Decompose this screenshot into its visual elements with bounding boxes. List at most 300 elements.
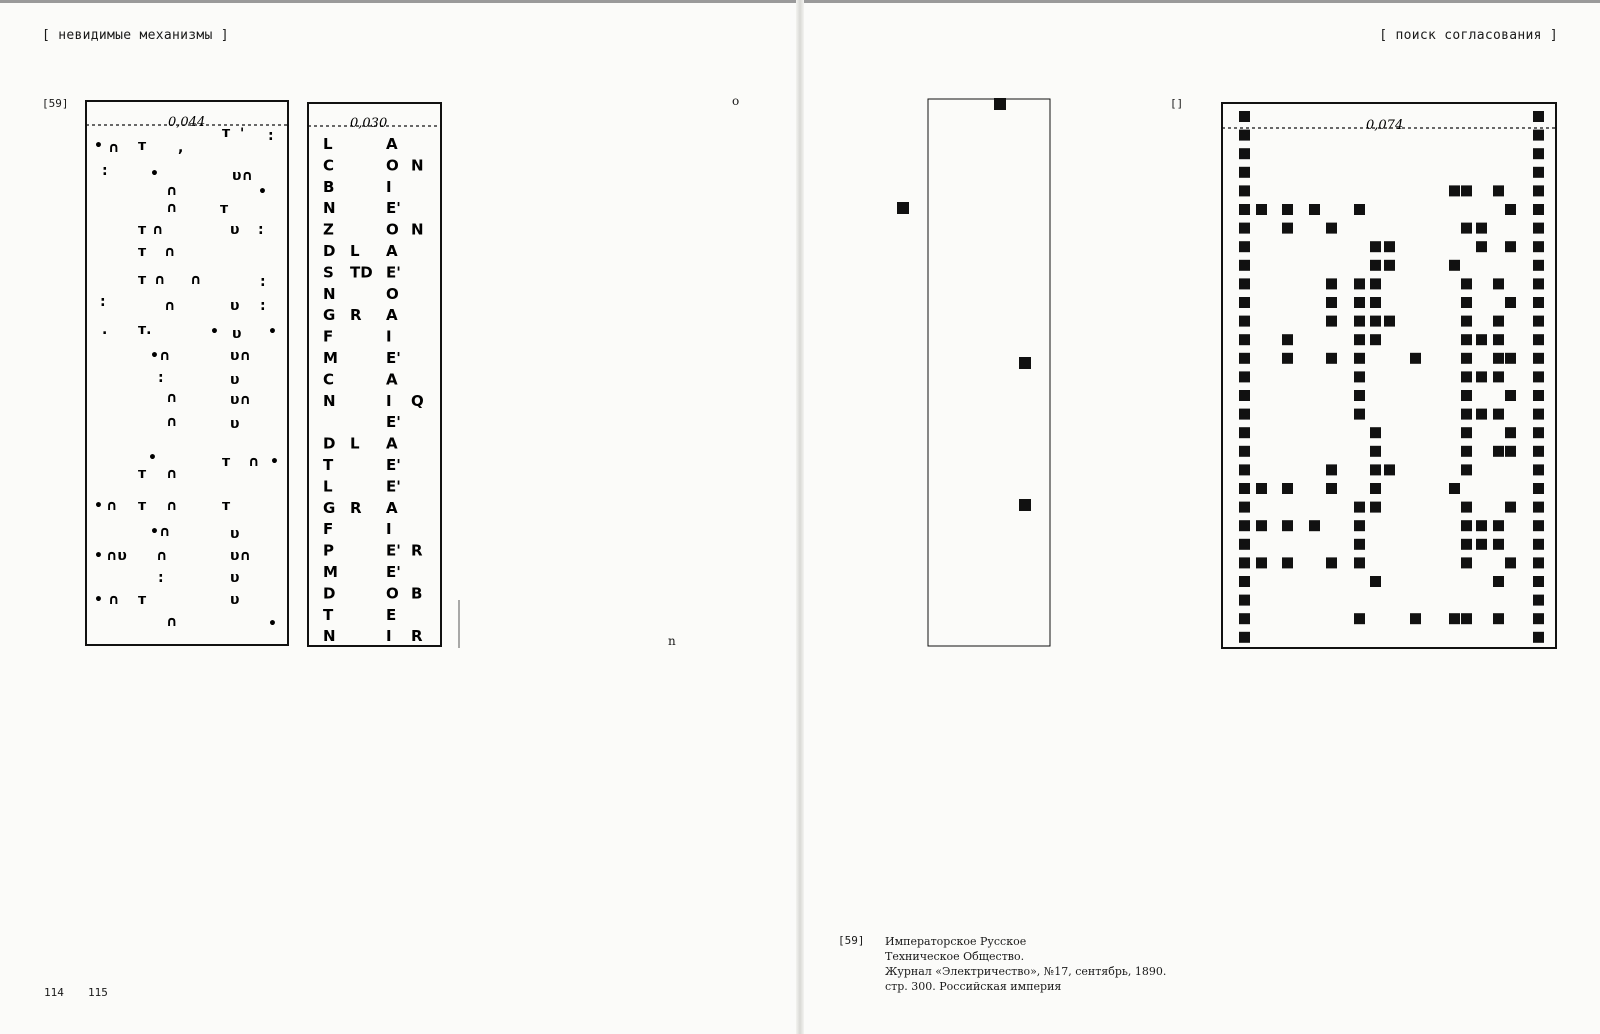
tape-1-mark: т. xyxy=(138,322,152,338)
tape-3-hole xyxy=(1384,316,1395,327)
tape-3-hole xyxy=(1493,409,1504,420)
tape-3-hole xyxy=(1533,576,1544,587)
tape-3-hole xyxy=(1239,204,1250,215)
tape-3-hole xyxy=(1370,502,1381,513)
tape-3-hole xyxy=(1533,613,1544,624)
tape-3-hole xyxy=(1533,427,1544,438)
tape-1-mark: • xyxy=(94,138,103,154)
stray-letter-o: o xyxy=(732,94,740,108)
tape-3-hole xyxy=(1370,446,1381,457)
tape-3-hole xyxy=(1533,557,1544,568)
tape-2-glyph: P xyxy=(323,541,334,560)
tape-3-hole xyxy=(1309,520,1320,531)
tape-3-hole xyxy=(1533,595,1544,606)
tape-2-glyph: M xyxy=(323,349,338,367)
tape-3-hole xyxy=(1370,464,1381,475)
tape-3-hole xyxy=(1354,613,1365,624)
tape-3-hole xyxy=(1239,130,1250,141)
tape-3-hole xyxy=(1256,557,1267,568)
tape-1-mark: ∩ xyxy=(108,592,120,608)
tape-2-glyph: T xyxy=(323,456,334,474)
tape-3-hole xyxy=(1239,167,1250,178)
tape-1-mark: υ xyxy=(230,222,240,238)
tape-3-hole xyxy=(1256,204,1267,215)
tape-1-mark: : xyxy=(260,274,266,290)
tape-3-hole xyxy=(1410,613,1421,624)
tape-1-mark: • xyxy=(94,548,103,564)
tape-3-hole xyxy=(1449,260,1460,271)
tape-3-hole xyxy=(1239,353,1250,364)
tape-3-hole xyxy=(1505,204,1516,215)
tape-2-glyph: Q xyxy=(411,391,424,410)
tape-3-hole xyxy=(1282,557,1293,568)
tape-3-hole xyxy=(1505,446,1516,457)
tape-3-hole xyxy=(1354,502,1365,513)
tape-3-hole xyxy=(1384,260,1395,271)
tape-3-hole xyxy=(1461,316,1472,327)
tape-1-mark: ∩ xyxy=(164,244,176,260)
tape-3-hole xyxy=(1461,353,1472,364)
tape-1-mark: т xyxy=(222,498,231,514)
tape-3-hole xyxy=(1239,260,1250,271)
tape-3-hole xyxy=(1239,613,1250,624)
tape-3-hole xyxy=(1282,204,1293,215)
tape-3-hole xyxy=(1239,371,1250,382)
tape-1-mark: : xyxy=(100,294,106,310)
tape-2-glyph: G xyxy=(323,306,336,325)
tape-3-hole xyxy=(1239,502,1250,513)
tape-3-hole xyxy=(1493,316,1504,327)
tape-3-hole xyxy=(1505,502,1516,513)
tape-2-glyph: B xyxy=(323,177,335,196)
tape-3-hole xyxy=(1239,576,1250,587)
tape-3-hole xyxy=(1461,427,1472,438)
tape-1-marks xyxy=(94,125,279,632)
tape-3-hole xyxy=(1239,483,1250,494)
tape-middle-hole xyxy=(994,98,1006,110)
caption-line-1: Императорское Русское xyxy=(885,935,1027,948)
tape-3-hole xyxy=(1533,446,1544,457)
tape-3-hole xyxy=(1326,353,1337,364)
tape-2-glyph: TD xyxy=(350,263,373,282)
caption-line-4: стр. 300. Российская империя xyxy=(885,980,1062,993)
tape-3-hole xyxy=(1533,520,1544,531)
tape-2-glyph: T xyxy=(323,605,334,624)
tape-3-hole xyxy=(1533,185,1544,196)
tape-2-glyph: N xyxy=(411,220,424,239)
tape-3-hole xyxy=(1476,334,1487,345)
tape-3-hole xyxy=(1505,427,1516,438)
tape-2-glyph: A xyxy=(386,135,398,153)
tape-3-hole xyxy=(1493,446,1504,457)
tape-3-hole xyxy=(1493,334,1504,345)
tape-1-mark: • xyxy=(268,616,277,632)
tape-3-hole xyxy=(1461,223,1472,234)
tape-2-glyph: I xyxy=(386,391,392,410)
tape-1-mark: • xyxy=(94,498,103,514)
tape-3-hole xyxy=(1239,297,1250,308)
tape-3-hole xyxy=(1410,353,1421,364)
tape-3-hole xyxy=(1354,557,1365,568)
tape-2-glyph: O xyxy=(386,156,399,175)
tape-2-glyph: L xyxy=(350,434,360,453)
tape-3-hole xyxy=(1239,632,1250,643)
tape-3-hole xyxy=(1505,241,1516,252)
tape-2-glyph: O xyxy=(386,284,399,303)
tape-1-mark: ∩ xyxy=(190,272,202,288)
tape-3-hole xyxy=(1282,483,1293,494)
tape-3-hole xyxy=(1449,483,1460,494)
tape-3-hole xyxy=(1370,334,1381,345)
tape-3-hole xyxy=(1533,167,1544,178)
left-running-header: [ невидимые механизмы ] xyxy=(42,28,229,43)
tape-1-mark: υ xyxy=(230,416,240,432)
tape-3-hole xyxy=(1239,595,1250,606)
tape-2-glyph: L xyxy=(323,477,333,496)
tape-1-mark: υ∩ xyxy=(230,392,251,408)
tape-3-hole xyxy=(1239,539,1250,550)
tape-1-mark: • xyxy=(210,324,219,340)
tape-2-glyph: E' xyxy=(386,199,401,218)
tape-1-mark: т xyxy=(138,498,147,514)
tape-3-hole xyxy=(1461,539,1472,550)
tape-3-hole xyxy=(1505,557,1516,568)
tape-2-glyph: E' xyxy=(386,263,401,282)
tape-3-hole xyxy=(1505,390,1516,401)
tape-3-hole xyxy=(1354,353,1365,364)
tape-3-hole xyxy=(1493,353,1504,364)
tape-1-mark: : xyxy=(102,163,108,179)
tape-3-hole xyxy=(1533,260,1544,271)
tape-2-glyph: R xyxy=(350,498,362,517)
tape-1-mark: . xyxy=(102,322,108,338)
tape-3-hole xyxy=(1326,483,1337,494)
tape-3-hole xyxy=(1370,260,1381,271)
tape-1-mark: : xyxy=(158,570,164,586)
tape-3-hole xyxy=(1505,353,1516,364)
tape-3-hole xyxy=(1370,297,1381,308)
tape-3-hole xyxy=(1533,223,1544,234)
tape-1-mark: • xyxy=(270,454,279,470)
tape-2-glyph: R xyxy=(411,627,423,646)
tape-3-hole xyxy=(1384,464,1395,475)
tape-2-glyph: D xyxy=(323,584,336,603)
tape-1-mark: т xyxy=(222,125,231,141)
tape-1-label: 0,044 xyxy=(168,115,206,130)
tape-3-hole xyxy=(1326,278,1337,289)
tape-2-glyph: L xyxy=(323,135,333,153)
tape-2-glyph: R xyxy=(411,541,423,560)
tape-2-glyph: N xyxy=(323,284,336,303)
tape-3-hole xyxy=(1256,483,1267,494)
tape-3-hole xyxy=(1354,409,1365,420)
tape-1-mark: ∩ xyxy=(106,498,118,514)
tape-2-label: 0,030 xyxy=(350,116,388,131)
tape-3-hole xyxy=(1384,241,1395,252)
tape-2-glyph: E xyxy=(386,605,397,624)
tape-3-hole xyxy=(1493,613,1504,624)
tape-3-hole xyxy=(1461,297,1472,308)
tape-3-hole xyxy=(1326,557,1337,568)
caption-ref: [59] xyxy=(838,934,865,947)
tape-2-glyph: E' xyxy=(386,413,401,432)
tape-3-hole xyxy=(1476,520,1487,531)
tape-2-glyph: C xyxy=(323,370,335,389)
tape-3-hole xyxy=(1282,353,1293,364)
tape-1-mark: ∩υ xyxy=(106,548,127,564)
tape-2-glyph: N xyxy=(323,199,336,218)
caption-line-2: Техническое Общество. xyxy=(885,950,1025,963)
tape-3-hole xyxy=(1449,613,1460,624)
tape-1-mark: т xyxy=(222,454,231,470)
tape-3 xyxy=(1222,103,1556,648)
tape-3-hole xyxy=(1256,520,1267,531)
tape-3-hole xyxy=(1354,334,1365,345)
tape-2-glyph: E' xyxy=(386,349,401,367)
tape-3-hole xyxy=(1354,204,1365,215)
tape-1-mark: ∩ xyxy=(156,548,168,564)
tape-2-glyph: A xyxy=(386,498,398,517)
tape-3-hole xyxy=(1282,223,1293,234)
tape-1-mark: : xyxy=(268,128,274,144)
tape-2-glyph: F xyxy=(323,520,334,539)
tape-1-mark: • xyxy=(268,324,277,340)
tape-3-hole xyxy=(1533,241,1544,252)
tape-3-hole xyxy=(1461,185,1472,196)
tape-3-hole xyxy=(1354,278,1365,289)
tape-1-mark: • xyxy=(150,166,159,182)
tape-3-hole xyxy=(1533,111,1544,122)
tape-1-mark: υ∩ xyxy=(230,548,251,564)
tape-3-hole xyxy=(1326,223,1337,234)
tape-3-hole xyxy=(1493,576,1504,587)
tape-3-hole xyxy=(1505,297,1516,308)
tape-middle xyxy=(897,98,1050,646)
tape-1-mark: т xyxy=(138,222,147,238)
tape-1-mark: ∩ xyxy=(166,414,178,430)
tape-2-glyph: B xyxy=(411,584,423,603)
tape-1-mark: ∩ xyxy=(164,298,176,314)
tape-2-glyph: A xyxy=(386,242,398,260)
tape-3-hole xyxy=(1476,241,1487,252)
tape-3-hole xyxy=(1533,409,1544,420)
tape-3-label: 0,074 xyxy=(1366,118,1404,133)
page-number-left: 114 xyxy=(44,986,64,999)
tape-1-mark: ∩ xyxy=(166,498,178,514)
tape-3-hole xyxy=(1449,185,1460,196)
tape-1-mark: т xyxy=(138,592,147,608)
tape-3-hole xyxy=(1461,464,1472,475)
tape-1-mark: υ xyxy=(230,570,240,586)
tape-1-mark: •∩ xyxy=(150,524,171,540)
tape-1-mark: ∩ xyxy=(108,140,120,156)
tape-3-hole xyxy=(1533,130,1544,141)
stray-letter-n: n xyxy=(668,634,676,648)
tape-3-hole xyxy=(1461,613,1472,624)
tape-3-hole xyxy=(1239,446,1250,457)
tape-2-glyph: I xyxy=(386,177,392,196)
tape-2-glyph: E' xyxy=(386,456,401,474)
tape-3-hole xyxy=(1533,632,1544,643)
tape-3-hole xyxy=(1533,539,1544,550)
tape-middle-frame xyxy=(928,99,1050,646)
tape-1-mark: • xyxy=(94,592,103,608)
tape-2-glyph: A xyxy=(386,306,398,325)
tape-1-mark: ∩ xyxy=(166,390,178,406)
tape-3-hole xyxy=(1461,278,1472,289)
tape-2-glyph: L xyxy=(350,242,360,260)
tape-middle-hole xyxy=(1019,357,1031,369)
tape-1-mark: υ∩ xyxy=(232,168,253,184)
tape-3-hole xyxy=(1493,185,1504,196)
caption-line-3: Журнал «Электричество», №17, сентябрь, 1890. xyxy=(885,965,1167,978)
tape-2-glyph: N xyxy=(323,627,336,646)
tape-3-hole xyxy=(1239,520,1250,531)
tape-2-glyph: R xyxy=(350,306,362,325)
tape-3-hole xyxy=(1239,464,1250,475)
tape-1-mark: ∩ xyxy=(166,466,178,482)
tape-2-glyph: O xyxy=(386,220,399,239)
tape-3-hole xyxy=(1326,297,1337,308)
tape-3-hole xyxy=(1533,316,1544,327)
tape-1-mark: : xyxy=(158,370,164,386)
tape-1-mark: т xyxy=(138,272,147,288)
tape-3-hole xyxy=(1239,557,1250,568)
tape-3-hole xyxy=(1370,576,1381,587)
tape-3-hole xyxy=(1239,223,1250,234)
tape-1-mark: υ∩ xyxy=(230,348,251,364)
tape-3-hole xyxy=(1326,316,1337,327)
right-running-header: [ поиск согласования ] xyxy=(1379,28,1558,43)
tape-3-hole xyxy=(1370,483,1381,494)
tape-1-mark: т xyxy=(138,138,147,154)
tape-3-dots xyxy=(1239,111,1544,643)
tape-3-hole xyxy=(1476,409,1487,420)
tape-2-glyph: E' xyxy=(386,477,401,496)
tape-3-hole xyxy=(1354,297,1365,308)
tape-1-mark: υ xyxy=(232,326,242,342)
tape-3-hole xyxy=(1533,148,1544,159)
tape-1-mark: , xyxy=(178,140,184,156)
tape-3-hole xyxy=(1309,204,1320,215)
tape-2-glyph: Z xyxy=(323,220,334,239)
tape-3-hole xyxy=(1239,278,1250,289)
tape-2-glyph: M xyxy=(323,563,338,581)
tape-3-hole xyxy=(1370,427,1381,438)
tape-3-hole xyxy=(1282,334,1293,345)
tape-2-glyph: A xyxy=(386,370,398,389)
tape-2-glyph: D xyxy=(323,434,336,453)
tape-3-hole xyxy=(1354,539,1365,550)
tape-3-hole xyxy=(1239,316,1250,327)
tape-1-mark: υ xyxy=(230,592,240,608)
tape-1-mark: ∩ xyxy=(248,454,260,470)
tape-3-hole xyxy=(1476,539,1487,550)
page-number-right: 115 xyxy=(88,986,108,999)
tape-3-hole xyxy=(1533,502,1544,513)
tape-3-hole xyxy=(1476,371,1487,382)
tape-3-hole xyxy=(1239,241,1250,252)
tape-1-mark: υ xyxy=(230,298,240,314)
tape-2-glyph: S xyxy=(323,263,334,282)
tape-3-hole xyxy=(1370,316,1381,327)
tape-2-glyph: N xyxy=(323,391,336,410)
tape-3-hole xyxy=(1461,502,1472,513)
tape-1-mark: ∩ xyxy=(166,614,178,630)
tape-1-mark: т xyxy=(220,201,229,217)
tape-3-hole xyxy=(1354,520,1365,531)
tape-3-hole xyxy=(1533,204,1544,215)
tape-3-hole xyxy=(1533,353,1544,364)
tape-3-hole xyxy=(1239,185,1250,196)
tape-2-glyph: C xyxy=(323,156,335,175)
tape-3-hole xyxy=(1493,520,1504,531)
tape-middle-hole xyxy=(1019,499,1031,511)
tape-middle-outside-hole xyxy=(897,202,909,214)
tape-3-hole xyxy=(1326,464,1337,475)
tape-3-hole xyxy=(1461,409,1472,420)
tape-3-hole xyxy=(1461,446,1472,457)
tape-3-hole xyxy=(1533,371,1544,382)
tape-2-glyph: E' xyxy=(386,541,401,560)
tape-2-glyph: F xyxy=(323,327,334,346)
tape-3-hole xyxy=(1493,539,1504,550)
tape-2-glyph: D xyxy=(323,242,336,260)
tape-3-hole xyxy=(1239,334,1250,345)
tape-3-hole xyxy=(1239,111,1250,122)
tape-2-glyph: E' xyxy=(386,563,401,581)
tape-3-hole xyxy=(1533,483,1544,494)
tape-2-glyph: N xyxy=(411,156,424,175)
tape-1-mark: • xyxy=(258,184,267,200)
tape-2-glyph: A xyxy=(386,434,398,453)
tape-1-mark: : xyxy=(260,298,266,314)
tape-3-hole xyxy=(1239,148,1250,159)
tape-3-hole xyxy=(1461,390,1472,401)
tape-1-mark: ∩ xyxy=(166,183,178,199)
tape-3-hole xyxy=(1533,390,1544,401)
tape-1-mark: •∩ xyxy=(150,348,171,364)
tape-3-hole xyxy=(1354,371,1365,382)
tape-2-glyph: I xyxy=(386,627,392,646)
tape-3-hole xyxy=(1461,334,1472,345)
tape-1 xyxy=(86,101,288,645)
tape-2-glyph: I xyxy=(386,327,392,346)
figure-ref-left: [59] xyxy=(42,97,69,110)
tape-3-hole xyxy=(1493,278,1504,289)
tape-3-hole xyxy=(1370,278,1381,289)
tape-3-hole xyxy=(1370,241,1381,252)
tape-3-hole xyxy=(1354,390,1365,401)
tape-3-hole xyxy=(1354,316,1365,327)
tape-3-hole xyxy=(1282,520,1293,531)
tape-3-hole xyxy=(1493,371,1504,382)
tape-1-mark: ' xyxy=(240,126,245,142)
tape-3-hole xyxy=(1461,557,1472,568)
tape-1-mark: ∩ xyxy=(154,272,166,288)
tape-3-hole xyxy=(1533,278,1544,289)
tape-1-mark: υ xyxy=(230,526,240,542)
tape-2-letters xyxy=(323,135,424,645)
tape-2-glyph: I xyxy=(386,520,392,539)
tape-3-hole xyxy=(1239,409,1250,420)
tape-2 xyxy=(308,103,441,646)
tape-3-hole xyxy=(1476,223,1487,234)
tape-3-hole xyxy=(1533,297,1544,308)
tape-1-mark: υ xyxy=(230,372,240,388)
tape-1-mark: ∩ xyxy=(152,222,164,238)
tape-1-mark: т xyxy=(138,466,147,482)
